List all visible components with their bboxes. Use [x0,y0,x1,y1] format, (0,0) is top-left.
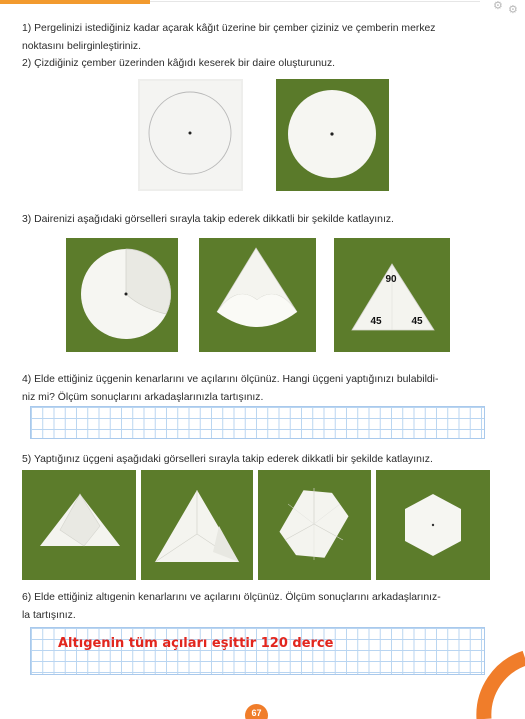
photo-cut-circle [276,79,389,191]
answer-grid-6[interactable] [30,627,485,675]
corner-orange-arc [470,650,525,719]
handwritten-answer: Altıgenin tüm açıları eşittir 120 derce [58,636,334,651]
step-5-text: 5) Yaptığınız üçgeni aşağıdaki görselleri sırayla takip ederek dikkatli bir şekilde katlayınız. [22,454,433,465]
header-accent-bar [0,0,150,4]
angle-label-bottom-right: 45 [411,316,423,327]
photo-hexagon-fold-1 [22,470,136,580]
photo-hexagon-fold-2 [141,470,253,580]
photo-hexagon-final [376,470,490,580]
photo-fold-2 [199,238,316,352]
angle-label-top: 90 [385,274,397,285]
step-1-line-1: 1) Pergelinizi istediğiniz kadar açarak kâğıt üzerine bir çember çiziniz ve çemberin merkez [22,23,436,34]
photo-drawn-circle [138,79,243,191]
step-1-text [22,20,497,55]
header-rule [150,1,480,2]
step-4-line-1: 4) Elde ettiğiniz üçgenin kenarlarını ve açılarını ölçünüz. Hangi üçgeni yaptığınızı bulabildi- [22,374,439,385]
gear-icon: ⚙ [508,3,518,16]
step-2-text: 2) Çizdiğiniz çember üzerinden kâğıdı keserek bir daire oluşturunuz. [22,58,336,69]
photo-hexagon-fold-3 [258,470,371,580]
photo-fold-1 [66,238,178,352]
angle-label-bottom-left: 45 [370,316,382,327]
step-6-text [22,589,497,624]
answer-grid-4[interactable] [30,406,485,439]
photo-fold-3-triangle [334,238,450,352]
gear-icon: ⚙ [493,0,503,12]
step-6-line-2: la tartışınız. [22,609,76,621]
step-1-line-2: noktasını belirginleştiriniz. [22,40,141,52]
step-4-text [22,371,497,406]
step-4-line-2: niz mi? Ölçüm sonuçlarını arkadaşlarınızla tartışınız. [22,391,264,403]
page-number: 67 [245,704,268,719]
step-3-text: 3) Dairenizi aşağıdaki görselleri sırayla takip ederek dikkatli bir şekilde katlayınız. [22,214,394,225]
step-6-line-1: 6) Elde ettiğiniz altıgenin kenarlarını ve açılarını ölçünüz. Ölçüm sonuçlarını arkadaşlarınız- [22,592,441,603]
